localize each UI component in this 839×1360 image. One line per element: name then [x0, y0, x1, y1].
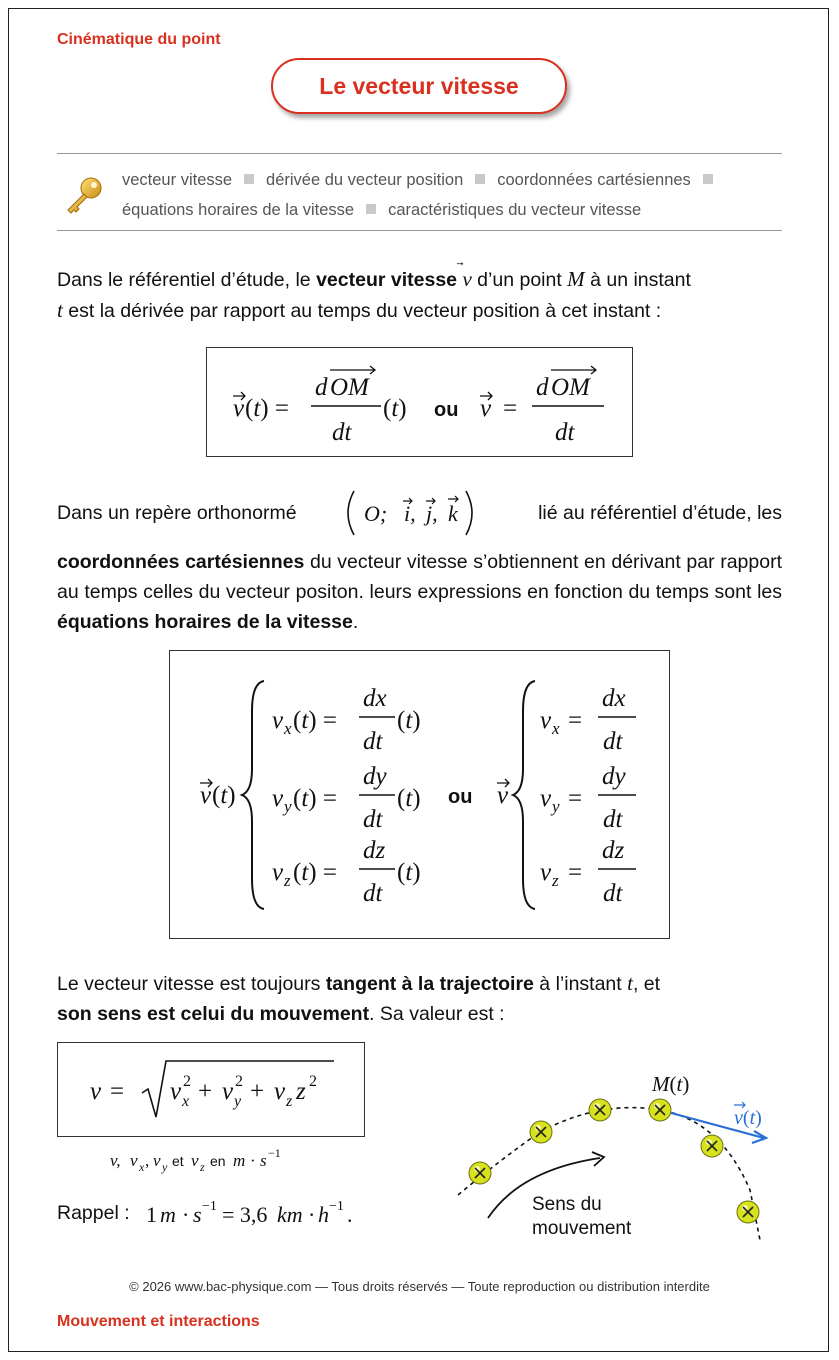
text: . [352, 611, 359, 633]
svg-text:v: v [272, 785, 284, 812]
intro-paragraph [57, 264, 782, 326]
svg-text:x: x [182, 1093, 190, 1110]
term-tangent: tangent à la trajectoire [325, 973, 534, 995]
keyword-separator [475, 174, 485, 184]
text: , et [632, 973, 661, 995]
svg-text:v: v [233, 395, 245, 422]
svg-text:v: v [540, 859, 552, 886]
svg-text:s: s [260, 1151, 267, 1170]
svg-text:dt: dt [363, 728, 383, 755]
svg-text:,: , [145, 1151, 150, 1170]
svg-text:dt: dt [603, 728, 623, 755]
text: est la dérivée par rapport au temps du vecteur position à cet instant : [62, 300, 662, 322]
svg-text:v: v [274, 1078, 286, 1105]
recall-formula [142, 1196, 422, 1232]
text: Dans le référentiel d’étude, le [57, 269, 317, 291]
keyword-separator [244, 174, 254, 184]
svg-text:m: m [160, 1202, 176, 1227]
svg-text:v: v [200, 782, 212, 809]
svg-text:et: et [172, 1153, 184, 1169]
svg-text:h: h [318, 1202, 329, 1227]
svg-text:v: v [153, 1151, 161, 1170]
svg-text:+: + [250, 1078, 265, 1105]
svg-text:d: d [315, 374, 328, 401]
text: Dans un repère orthonormé [57, 502, 297, 524]
svg-text:dt: dt [603, 880, 623, 907]
svg-text:2: 2 [235, 1073, 243, 1090]
svg-text:d: d [536, 374, 549, 401]
svg-text:z: z [296, 1078, 306, 1105]
footer-section-label: Mouvement et interactions [57, 1313, 260, 1330]
page-title: Le vecteur vitesse [271, 58, 567, 114]
text: . Sa valeur est : [369, 1003, 505, 1025]
frame-notation [340, 487, 480, 539]
svg-text:y: y [284, 797, 292, 816]
svg-text:2: 2 [183, 1073, 191, 1090]
text: lié au référentiel d’étude, les [538, 502, 782, 524]
svg-text:dy: dy [363, 763, 387, 790]
keyword: équations horaires de la vitesse [122, 201, 355, 219]
svg-text:v: v [222, 1078, 234, 1105]
svg-text:(t): (t) [383, 395, 407, 422]
svg-text:v,: v, [110, 1151, 121, 1170]
svg-text:v: v [540, 785, 552, 812]
units-note [108, 1146, 328, 1176]
svg-text:en: en [210, 1153, 226, 1169]
svg-text:dt: dt [555, 419, 575, 446]
position-marker [469, 1162, 491, 1184]
point-m: M [567, 267, 585, 291]
svg-text:(t) =: (t) = [293, 707, 337, 734]
svg-text:x: x [139, 1160, 145, 1174]
svg-text:v: v [272, 859, 284, 886]
svg-text:v: v [272, 707, 284, 734]
text: du vecteur vitesse s’obtiennent en dérivant par rapport au temps celles du vecteur positon. leurs expressions en fonction du temps sont les [57, 551, 782, 603]
svg-text:OM: OM [330, 374, 369, 401]
text: à un instant [584, 269, 691, 291]
svg-text:O;: O; [364, 501, 388, 526]
svg-text:v: v [90, 1078, 102, 1105]
svg-text:OM: OM [551, 374, 590, 401]
svg-text:·: · [250, 1151, 256, 1170]
position-marker [737, 1201, 759, 1223]
tangent-paragraph [57, 968, 782, 1029]
trajectory-diagram [440, 1060, 800, 1260]
svg-text:z: z [284, 871, 291, 890]
svg-text:.: . [347, 1202, 353, 1227]
formula-velocity-components [170, 651, 669, 938]
keyword-separator [703, 174, 713, 184]
svg-text:dt: dt [603, 806, 623, 833]
svg-text:dx: dx [602, 685, 626, 712]
svg-text:= 3,6: = 3,6 [222, 1202, 268, 1227]
svg-text:km: km [277, 1202, 303, 1227]
formula-box-coordinates [169, 650, 670, 939]
svg-text:dt: dt [363, 806, 383, 833]
svg-text:v: v [540, 707, 552, 734]
svg-text:dz: dz [602, 837, 625, 864]
svg-text:v(t): v(t) [734, 1107, 762, 1129]
key-icon [62, 174, 106, 218]
svg-text:=: = [568, 707, 583, 734]
svg-text:1: 1 [146, 1202, 157, 1227]
svg-text:k: k [448, 501, 458, 526]
svg-text:dy: dy [602, 763, 626, 790]
svg-text:=: = [110, 1078, 125, 1105]
position-marker [589, 1099, 611, 1121]
keyword: vecteur vitesse [122, 171, 233, 189]
formula-box-magnitude [57, 1042, 365, 1137]
svg-text:i,: i, [404, 501, 416, 526]
svg-text:(t) =: (t) = [293, 785, 337, 812]
svg-text:x: x [284, 719, 292, 738]
svg-text:(t): (t) [397, 707, 421, 734]
svg-text:=: = [568, 859, 583, 886]
ou-label: ou [448, 786, 473, 808]
time-t: t [57, 298, 63, 322]
keyword-line-2 [122, 201, 641, 220]
svg-text:+: + [198, 1078, 213, 1105]
svg-text:y: y [234, 1093, 242, 1110]
direction-label-1: Sens du [532, 1194, 602, 1215]
svg-text:dx: dx [363, 685, 387, 712]
keyword: coordonnées cartésiennes [497, 171, 691, 189]
svg-text:(t) =: (t) = [245, 395, 289, 422]
svg-text:dt: dt [363, 880, 383, 907]
text: Le vecteur vitesse est toujours [57, 973, 326, 995]
term-coordonnees: coordonnées cartésiennes [57, 551, 305, 573]
svg-text:z: z [286, 1093, 293, 1110]
svg-text:·: · [182, 1202, 190, 1227]
direction-label-2: mouvement [532, 1218, 632, 1239]
term-equations-horaires: équations horaires de la vitesse [57, 611, 353, 633]
text: à l’instant [533, 973, 628, 995]
copyright: © 2026 www.bac-physique.com — Tous droits réservés — Toute reproduction ou distribution interdite [129, 1279, 710, 1294]
svg-text:dt: dt [332, 419, 352, 446]
svg-text:v: v [170, 1078, 182, 1105]
svg-text:2: 2 [309, 1073, 317, 1090]
formula-speed-value [58, 1043, 364, 1136]
svg-text:=: = [503, 395, 518, 422]
formula-velocity-definition [207, 348, 632, 456]
term-vecteur-vitesse: vecteur vitesse [316, 269, 458, 291]
position-marker [530, 1121, 552, 1143]
svg-text:y: y [162, 1160, 168, 1174]
svg-text:v: v [497, 782, 509, 809]
position-marker [649, 1099, 671, 1121]
point-label: M(t) [652, 1072, 690, 1096]
section-label: Cinématique du point [57, 31, 221, 48]
svg-text:(t) =: (t) = [293, 859, 337, 886]
svg-text:·: · [308, 1202, 316, 1227]
vector-v: v [462, 267, 472, 291]
svg-text:j,: j, [426, 501, 438, 526]
keyword: dérivée du vecteur position [266, 171, 464, 189]
ou-label: ou [434, 399, 459, 421]
svg-text:s: s [193, 1202, 202, 1227]
term-sens: son sens est celui du mouvement [57, 1003, 370, 1025]
recall-label: Rappel : [57, 1202, 130, 1224]
svg-text:(t): (t) [397, 859, 421, 886]
svg-text:z: z [200, 1160, 205, 1174]
svg-text:−1: −1 [268, 1146, 281, 1160]
svg-text:=: = [568, 785, 583, 812]
svg-text:(t): (t) [212, 782, 236, 809]
keyword-line-1 [122, 171, 725, 190]
cartesian-paragraph-body [57, 547, 782, 637]
svg-text:m: m [233, 1151, 246, 1170]
svg-text:−1: −1 [202, 1199, 217, 1214]
text: d’un point [471, 269, 568, 291]
svg-text:x: x [552, 719, 560, 738]
svg-text:y: y [552, 797, 560, 816]
svg-text:dz: dz [363, 837, 386, 864]
svg-text:v: v [130, 1151, 138, 1170]
svg-text:v: v [480, 395, 492, 422]
formula-box-velocity [206, 347, 633, 457]
keyword-separator [366, 204, 376, 214]
svg-text:(t): (t) [397, 785, 421, 812]
time-t: t [627, 971, 633, 995]
svg-text:z: z [552, 871, 559, 890]
svg-text:−1: −1 [329, 1199, 344, 1214]
svg-text:v: v [191, 1151, 199, 1170]
keyword: caractéristiques du vecteur vitesse [388, 201, 642, 219]
vector-label [734, 1102, 762, 1129]
position-marker [701, 1135, 723, 1157]
